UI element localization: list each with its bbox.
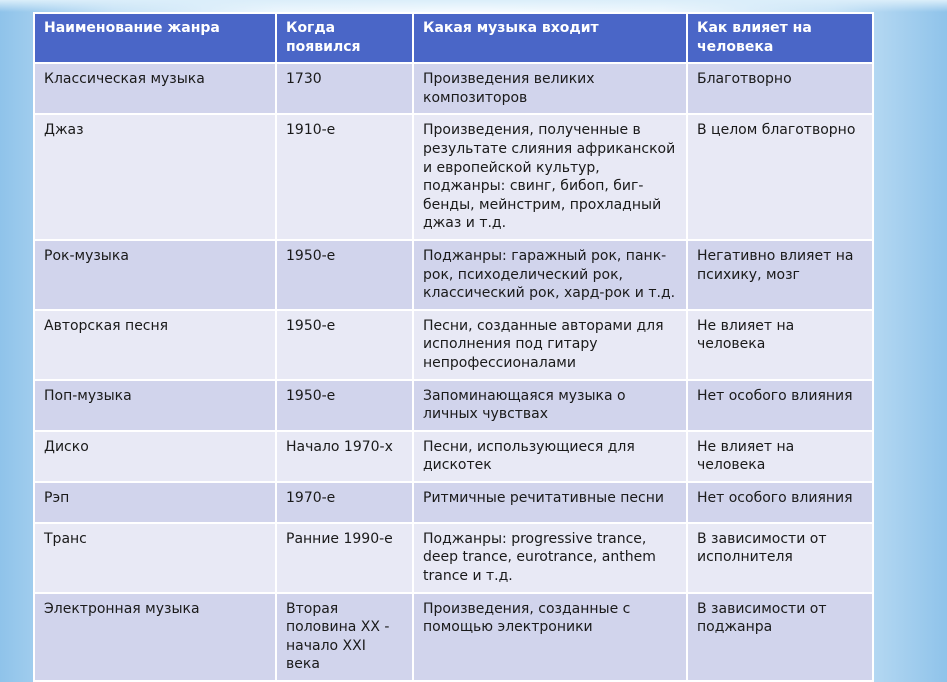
cell-genre: Поп-музыка	[34, 380, 276, 431]
cell-effect: В зависимости от поджанра	[687, 593, 873, 681]
cell-effect: Не влияет на человека	[687, 310, 873, 380]
header-when-appeared: Когда появился	[276, 13, 413, 63]
cell-music: Запоминающаяся музыка о личных чувствах	[413, 380, 687, 431]
table-row	[34, 310, 873, 380]
cell-when: 1910-е	[276, 114, 413, 240]
cell-genre: Джаз	[34, 114, 276, 240]
cell-effect: Благотворно	[687, 63, 873, 114]
cell-genre: Рэп	[34, 482, 276, 523]
header-row	[34, 13, 873, 63]
cell-when: Начало 1970-х	[276, 431, 413, 482]
cell-effect: Негативно влияет на психику, мозг	[687, 240, 873, 310]
cell-effect: Нет особого влияния	[687, 482, 873, 523]
table-row	[34, 431, 873, 482]
cell-music: Песни, использующиеся для дискотек	[413, 431, 687, 482]
cell-genre: Диско	[34, 431, 276, 482]
table-body	[34, 63, 873, 681]
table-row	[34, 523, 873, 593]
table-row	[34, 240, 873, 310]
cell-genre: Классическая музыка	[34, 63, 276, 114]
cell-when: 1950-е	[276, 240, 413, 310]
header-effect-on-person: Как влияет на человека	[687, 13, 873, 63]
cell-effect: Нет особого влияния	[687, 380, 873, 431]
cell-effect: В целом благотворно	[687, 114, 873, 240]
cell-when: 1950-е	[276, 310, 413, 380]
cell-music: Произведения великих композиторов	[413, 63, 687, 114]
cell-when: Вторая половина XX - начало XXI века	[276, 593, 413, 681]
cell-when: Ранние 1990-е	[276, 523, 413, 593]
cell-music: Произведения, созданные с помощью электроники	[413, 593, 687, 681]
table-row	[34, 482, 873, 523]
cell-music: Поджанры: progressive trance, deep trance, eurotrance, anthem trance и т.д.	[413, 523, 687, 593]
cell-genre: Рок-музыка	[34, 240, 276, 310]
table-row	[34, 114, 873, 240]
table-row	[34, 63, 873, 114]
cell-genre: Авторская песня	[34, 310, 276, 380]
cell-genre: Электронная музыка	[34, 593, 276, 681]
cell-effect: В зависимости от исполнителя	[687, 523, 873, 593]
cell-when: 1950-е	[276, 380, 413, 431]
cell-when: 1730	[276, 63, 413, 114]
cell-when: 1970-е	[276, 482, 413, 523]
cell-music: Произведения, полученные в результате слияния африканской и европейской культур, поджанры: свинг, бибоп, биг-бенды, мейнстрим, прохладный джаз и т.д.	[413, 114, 687, 240]
header-music-included: Какая музыка входит	[413, 13, 687, 63]
table-row	[34, 380, 873, 431]
cell-genre: Транс	[34, 523, 276, 593]
cell-music: Песни, созданные авторами для исполнения под гитару непрофессионалами	[413, 310, 687, 380]
cell-effect: Не влияет на человека	[687, 431, 873, 482]
slide-top-edge	[0, 0, 947, 12]
table-row	[34, 593, 873, 681]
table-header	[34, 13, 873, 63]
music-genres-table	[33, 12, 874, 682]
cell-music: Поджанры: гаражный рок, панк-рок, психоделический рок, классический рок, хард-рок и т.д.	[413, 240, 687, 310]
header-genre-name: Наименование жанра	[34, 13, 276, 63]
cell-music: Ритмичные речитативные песни	[413, 482, 687, 523]
